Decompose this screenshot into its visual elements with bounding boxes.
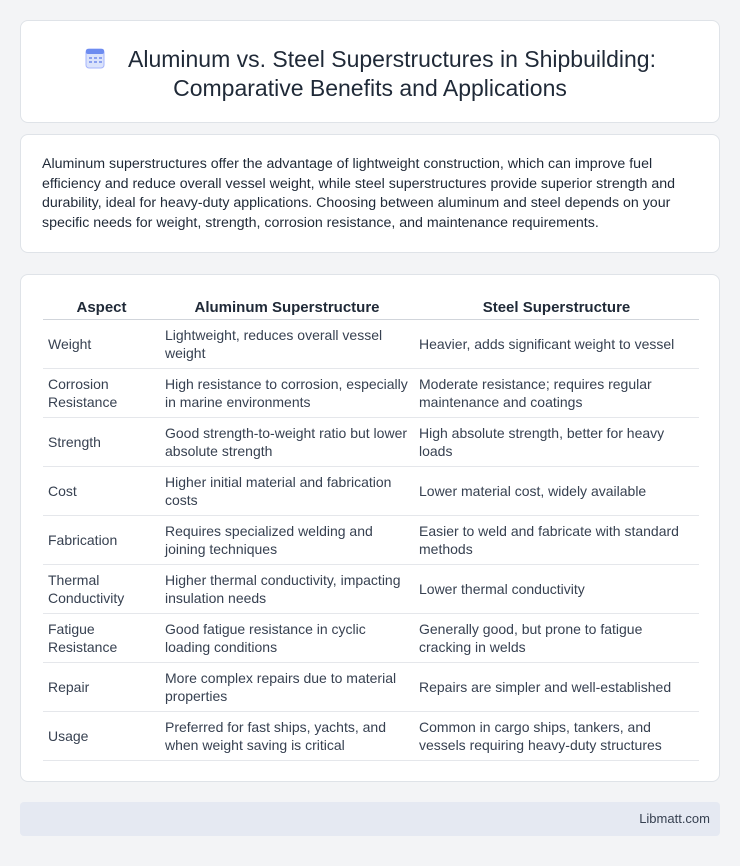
aluminum-cell: Higher initial material and fabrication costs: [160, 466, 414, 515]
steel-cell: High absolute strength, better for heavy loads: [414, 417, 699, 466]
aspect-cell: Thermal Conductivity: [43, 564, 160, 613]
aluminum-cell: Higher thermal conductivity, impacting insulation needs: [160, 564, 414, 613]
aluminum-cell: High resistance to corrosion, especially in marine environments: [160, 368, 414, 417]
table-row: [43, 319, 699, 368]
comparison-card: [20, 274, 720, 782]
table-row: [43, 515, 699, 564]
steel-cell: Heavier, adds significant weight to vessel: [414, 319, 699, 368]
steel-cell: Moderate resistance; requires regular maintenance and coatings: [414, 368, 699, 417]
aluminum-cell: More complex repairs due to material properties: [160, 662, 414, 711]
table-row: [43, 564, 699, 613]
steel-cell: Lower material cost, widely available: [414, 466, 699, 515]
aspect-cell: Repair: [43, 662, 160, 711]
steel-cell: Common in cargo ships, tankers, and vessels requiring heavy-duty structures: [414, 711, 699, 760]
steel-cell: Easier to weld and fabricate with standard methods: [414, 515, 699, 564]
page-title: Aluminum vs. Steel Superstructures in Shipbuilding: Comparative Benefits and Applications: [128, 46, 656, 101]
intro-paragraph: Aluminum superstructures offer the advantage of lightweight construction, which can improve fuel efficiency and reduce overall vessel weight, while steel superstructures provide superior strength and durability, ideal for heavy-duty applications. Choosing between aluminum and steel depends on your specific needs for weight, strength, corrosion resistance, and maintenance requirements.: [42, 156, 675, 231]
steel-cell: Generally good, but prone to fatigue cracking in welds: [414, 613, 699, 662]
table-row: [43, 711, 699, 760]
page-title-block: [21, 45, 719, 103]
column-header-steel: Steel Superstructure: [414, 297, 699, 319]
aluminum-cell: Good strength-to-weight ratio but lower absolute strength: [160, 417, 414, 466]
aluminum-cell: Requires specialized welding and joining techniques: [160, 515, 414, 564]
aspect-cell: Fabrication: [43, 515, 160, 564]
table-row: [43, 613, 699, 662]
table-row: [43, 368, 699, 417]
aluminum-cell: Preferred for fast ships, yachts, and when weight saving is critical: [160, 711, 414, 760]
footer-bar: [20, 802, 720, 836]
comparison-table: [43, 297, 699, 761]
steel-cell: Lower thermal conductivity: [414, 564, 699, 613]
intro-card: [20, 134, 720, 253]
aspect-cell: Cost: [43, 466, 160, 515]
table-row: [43, 417, 699, 466]
table-header-row: [43, 297, 699, 319]
footer-brand-link[interactable]: Libmatt.com: [639, 811, 710, 826]
title-card: [20, 20, 720, 123]
aspect-cell: Usage: [43, 711, 160, 760]
aspect-cell: Strength: [43, 417, 160, 466]
steel-cell: Repairs are simpler and well-established: [414, 662, 699, 711]
document-icon: [84, 47, 106, 69]
aluminum-cell: Lightweight, reduces overall vessel weight: [160, 319, 414, 368]
column-header-aspect: Aspect: [43, 297, 160, 319]
aspect-cell: Corrosion Resistance: [43, 368, 160, 417]
column-header-aluminum: Aluminum Superstructure: [160, 297, 414, 319]
aspect-cell: Fatigue Resistance: [43, 613, 160, 662]
table-row: [43, 662, 699, 711]
aspect-cell: Weight: [43, 319, 160, 368]
aluminum-cell: Good fatigue resistance in cyclic loading conditions: [160, 613, 414, 662]
table-row: [43, 466, 699, 515]
